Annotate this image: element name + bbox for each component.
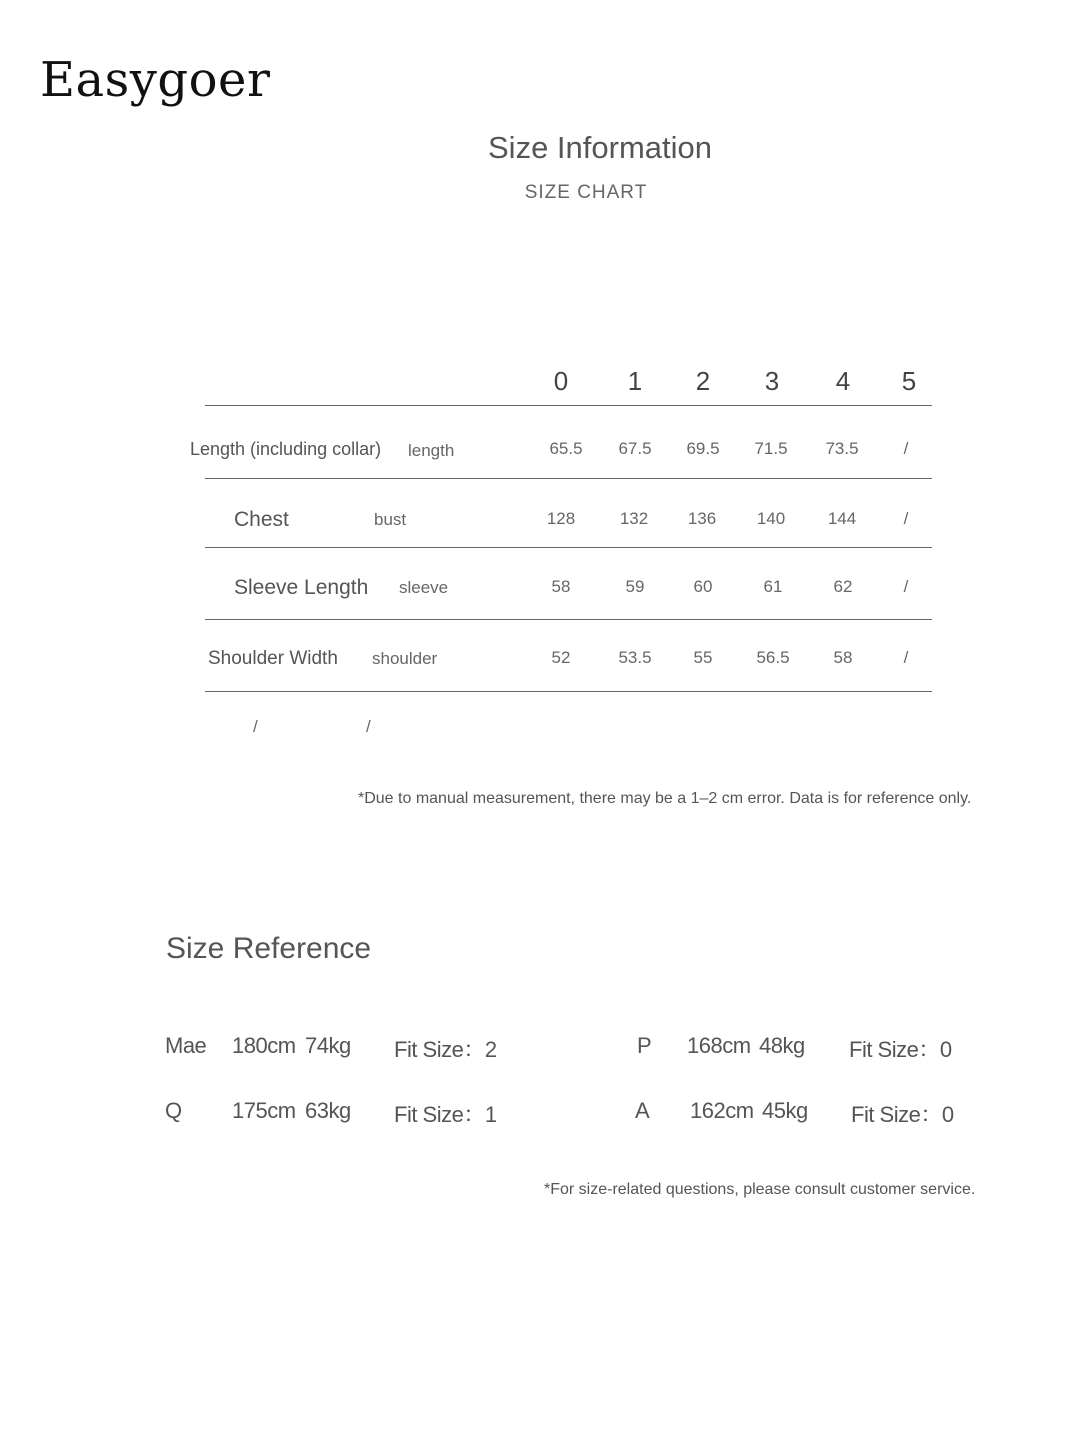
size-header-1: 1: [627, 366, 643, 396]
model-name: Q: [165, 1098, 182, 1123]
table-rule: [205, 547, 932, 548]
row-sub-length: length: [408, 441, 455, 460]
table-rule: [205, 691, 932, 692]
brand-logo: Easygoer: [40, 52, 271, 108]
cell: 53.5: [618, 648, 652, 667]
size-reference-title: Size Reference: [166, 932, 372, 965]
cell: 59: [625, 577, 645, 596]
cell: 73.5: [825, 439, 859, 458]
size-header-3: 3: [764, 366, 780, 396]
row-label-shoulder: Shoulder Width: [208, 648, 338, 669]
cell: 52: [551, 648, 571, 667]
cell: 58: [833, 648, 853, 667]
cell: 144: [827, 509, 857, 528]
model-height: 168cm: [687, 1033, 751, 1058]
model-name: P: [637, 1033, 652, 1058]
model-fit-size: Fit Size：0: [851, 1102, 954, 1127]
cell: 65.5: [549, 439, 583, 458]
cell: 69.5: [686, 439, 720, 458]
cell: 58: [551, 577, 571, 596]
cell: 128: [546, 509, 576, 528]
cell: 132: [619, 509, 649, 528]
cell: 55: [693, 648, 713, 667]
cell: 60: [693, 577, 713, 596]
cell: 62: [833, 577, 853, 596]
cell: 140: [756, 509, 786, 528]
cell: 61: [763, 577, 783, 596]
model-fit-size: Fit Size：0: [849, 1037, 952, 1062]
model-fit-size: Fit Size：2: [394, 1037, 497, 1062]
customer-service-note: *For size-related questions, please consult customer service.: [544, 1181, 976, 1198]
cell: /: [903, 648, 909, 667]
row-sub-chest: bust: [374, 510, 407, 529]
cell: 71.5: [754, 439, 788, 458]
page-title: Size Information: [488, 130, 712, 165]
table-rule: [205, 619, 932, 620]
size-header-2: 2: [695, 366, 711, 396]
cell: /: [903, 577, 909, 596]
row-label-length: Length (including collar): [190, 439, 382, 459]
measurement-note: *Due to manual measurement, there may be a 1–2 cm error. Data is for reference only.: [358, 790, 972, 807]
extra-row-label: /: [253, 717, 258, 736]
size-header-0: 0: [553, 366, 569, 396]
page-subtitle: SIZE CHART: [524, 182, 648, 203]
model-weight: 45kg: [762, 1098, 808, 1123]
table-rule: [205, 405, 932, 406]
row-label-sleeve: Sleeve Length: [234, 576, 369, 599]
extra-row-sub: /: [366, 717, 371, 736]
size-header-5: 5: [901, 366, 917, 396]
model-name: A: [635, 1098, 650, 1123]
row-label-chest: Chest: [234, 508, 289, 531]
table-rule: [205, 478, 932, 479]
cell: 56.5: [756, 648, 790, 667]
cell: 67.5: [618, 439, 652, 458]
model-height: 175cm: [232, 1098, 296, 1123]
model-fit-size: Fit Size：1: [394, 1102, 497, 1127]
model-name: Mae: [165, 1033, 207, 1058]
model-height: 162cm: [690, 1098, 754, 1123]
cell: /: [903, 509, 909, 528]
model-weight: 74kg: [305, 1033, 351, 1058]
model-weight: 63kg: [305, 1098, 351, 1123]
model-weight: 48kg: [759, 1033, 805, 1058]
size-header-4: 4: [835, 366, 851, 396]
row-sub-shoulder: shoulder: [372, 649, 438, 668]
cell: /: [903, 439, 909, 458]
model-height: 180cm: [232, 1033, 296, 1058]
cell: 136: [687, 509, 717, 528]
row-sub-sleeve: sleeve: [399, 578, 449, 597]
